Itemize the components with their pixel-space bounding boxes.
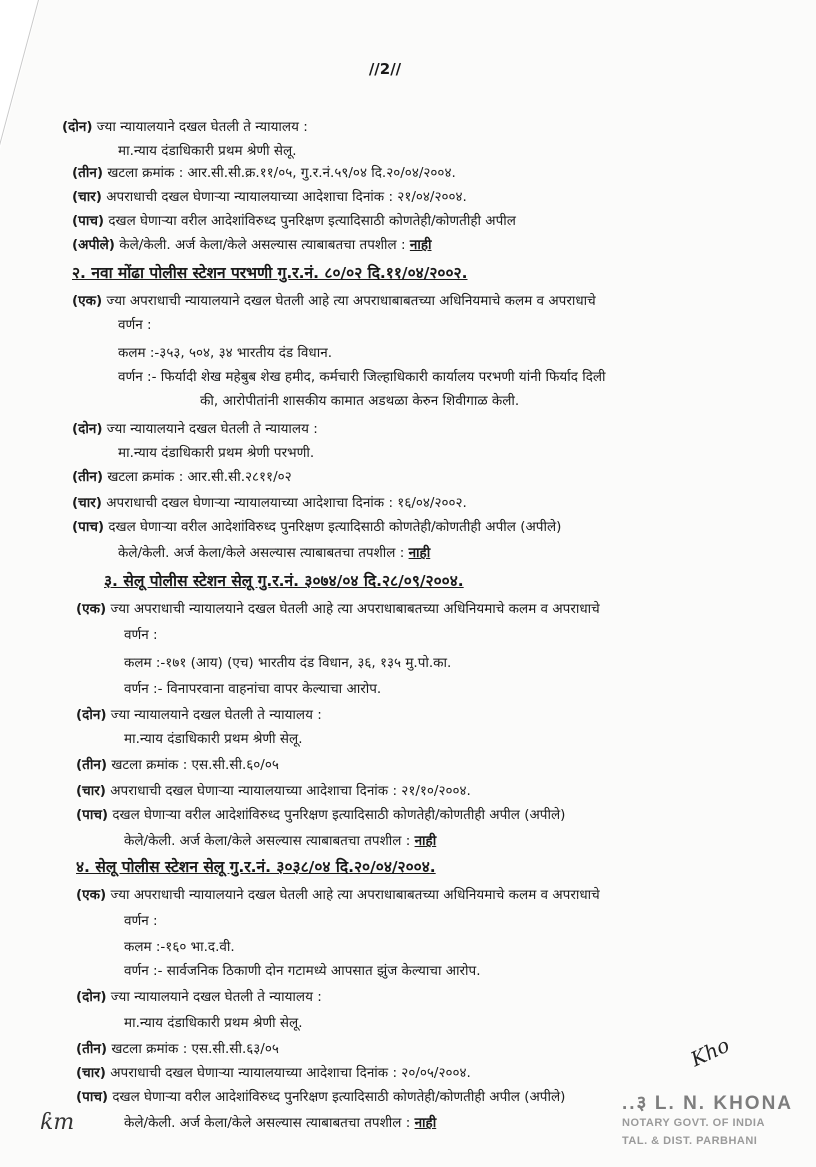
item-label: (दोन) [62,119,93,135]
section-heading: ४. सेलू पोलीस स्टेशन सेलू गु.र.नं. ३०३८/०४ दि.२०/०४/२००४. [76,858,436,876]
item-label: (एक) [76,887,107,903]
item-text: ज्या अपराधाची न्यायालयाने दखल घेतली आहे त्या अपराधाबाबतच्या अधिनियमाचे कलम व अपराधाचे [102,293,596,309]
item-text: ज्या न्यायालयाने दखल घेतली ते न्यायालय : [92,119,308,135]
item-text: अपराधाची दखल घेणाऱ्या न्यायालयाच्या आदेशाचा दिनांक : २१/१०/२००४. [105,783,471,799]
doc-line-c1-teen [72,164,456,182]
item-label: (पाच) [72,519,105,535]
page-number: //2// [368,60,402,78]
item-label: (दोन) [76,989,107,1005]
doc-line-c3-kalam [124,654,451,672]
item-label: (अपीले) [72,237,115,253]
item-text: मा.न्याय दंडाधिकारी प्रथम श्रेणी सेलू. [118,143,297,159]
doc-line-c3-teen [76,756,279,774]
doc-line-c2-don [72,420,318,438]
doc-line-c4-teen [76,1040,279,1058]
doc-line-c1-pach [72,212,516,230]
doc-line-h3 [104,572,464,591]
item-label: (पाच) [72,213,105,229]
item-text: कलम :-१७१ (आय) (एच) भारतीय दंड विधान, ३६, १३५ मु.पो.का. [124,655,452,671]
doc-line-h4 [76,858,436,877]
doc-line-c3-kele [124,832,436,850]
doc-line-c2-kele [118,544,430,562]
item-text: अपराधाची दखल घेणाऱ्या न्यायालयाच्या आदेशाचा दिनांक : २०/०५/२००४. [105,1065,471,1081]
item-text: ज्या न्यायालयाने दखल घेतली ते न्यायालय : [106,989,322,1005]
item-text: दखल घेणाऱ्या वरील आदेशांविरुध्द पुनरिक्षण इत्यादिसाठी कोणतेही/कोणतीही अपील [104,213,516,229]
item-label: (चार) [76,783,106,799]
doc-line-c2-kalam [118,344,332,362]
item-text: दखल घेणाऱ्या वरील आदेशांविरुध्द पुनरिक्षण इत्यादिसाठी कोणतेही/कोणतीही अपील (अपीले) [108,1089,566,1105]
item-label: (तीन) [72,469,104,485]
doc-line-c3-var [124,680,381,698]
item-text: दखल घेणाऱ्या वरील आदेशांविरुध्द पुनरिक्षण इत्यादिसाठी कोणतेही/कोणतीही अपील (अपीले) [108,807,566,823]
doc-line-c1-char [72,188,467,206]
item-text: ज्या न्यायालयाने दखल घेतली ते न्यायालय : [102,421,318,437]
item-label: (तीन) [76,1041,108,1057]
item-text: वर्णन : [124,627,158,643]
doc-line-h2 [72,264,468,283]
item-text: कलम :-३५३, ५०४, ३४ भारतीय दंड विधान. [118,345,333,361]
item-text: केले/केली. अर्ज केला/केले असल्यास त्याबाबतचा तपशील : [124,833,415,849]
section-heading: २. नवा मोंढा पोलीस स्टेशन परभणी गु.र.नं. ८०/०२ दि.११/०४/२००२. [72,264,468,282]
doc-line-c1-don [62,118,308,136]
item-label: (चार) [76,1065,106,1081]
item-label: (चार) [72,495,102,511]
doc-line-c2-ek [72,292,596,310]
item-text: ज्या अपराधाची न्यायालयाने दखल घेतली आहे त्या अपराधाबाबतच्या अधिनियमाचे कलम व अपराधाचे [106,601,600,617]
section-heading: ३. सेलू पोलीस स्टेशन सेलू गु.र.नं. ३०७४/०४ दि.२८/०९/२००४. [104,572,464,590]
item-text: वर्णन : [124,913,158,929]
item-label: (दोन) [76,707,107,723]
item-label: (चार) [72,189,102,205]
item-label: (पाच) [76,1089,109,1105]
doc-line-c3-varnan [124,626,158,644]
item-text: खटला क्रमांक : एस.सी.सी.६३/०५ [107,1041,279,1057]
doc-line-c2-pach [72,518,561,536]
item-text: वर्णन :- फिर्यादी शेख महेबुब शेख हमीद, कर्मचारी जिल्हाधिकारी कार्यालय परभणी यांनी फिर्याद दिली [118,369,606,385]
item-text: ज्या न्यायालयाने दखल घेतली ते न्यायालय : [106,707,322,723]
doc-line-c3-court [124,730,303,748]
item-text: ज्या अपराधाची न्यायालयाने दखल घेतली आहे त्या अपराधाबाबतच्या अधिनियमाचे कलम व अपराधाचे [106,887,600,903]
doc-line-c2-var2 [200,392,519,410]
answer-nahi: नाही [408,545,431,561]
doc-line-c4-var [124,962,481,980]
item-text: केले/केली. अर्ज केला/केले असल्यास त्याबाबतचा तपशील : [118,545,409,561]
doc-line-c2-teen [72,468,292,486]
stamp-place: TAL. & DIST. PARBHANI [622,1135,758,1147]
doc-line-c3-char [76,782,471,800]
item-text: मा.न्याय दंडाधिकारी प्रथम श्रेणी सेलू. [124,731,303,747]
answer-nahi: नाही [414,833,437,849]
notary-signature: Kho [686,1032,734,1072]
item-text: केले/केली. अर्ज केला/केले असल्यास त्याबाबतचा तपशील : [124,1115,415,1131]
item-label: (तीन) [72,165,104,181]
item-text: अपराधाची दखल घेणाऱ्या न्यायालयाच्या आदेशाचा दिनांक : १६/०४/२००२. [101,495,467,511]
item-text: केले/केली. अर्ज केला/केले असल्यास त्याबाबतचा तपशील : [114,237,410,253]
item-label: (पाच) [76,807,109,823]
doc-line-c2-var1 [118,368,606,386]
item-text: की, आरोपीतांनी शासकीय कामात अडथळा केरुन शिवीगाळ केली. [200,393,520,409]
doc-line-c1-apil [72,236,432,254]
item-text: खटला क्रमांक : एस.सी.सी.६०/०५ [107,757,279,773]
item-text: वर्णन :- सार्वजनिक ठिकाणी दोन गटामध्ये आपसात झुंज केल्याचा आरोप. [124,963,481,979]
stamp-page-ref: ..३ [622,1093,649,1114]
doc-line-c4-varnan [124,912,158,930]
item-text: वर्णन :- विनापरवाना वाहनांचा वापर केल्याचा आरोप. [124,681,382,697]
doc-line-c2-char [72,494,467,512]
item-text: खटला क्रमांक : आर.सी.सी.क्र.११/०५, गु.र.नं.५९/०४ दि.२०/०४/२००४. [103,165,456,181]
item-text: दखल घेणाऱ्या वरील आदेशांविरुध्द पुनरिक्षण इत्यादिसाठी कोणतेही/कोणतीही अपील (अपीले) [104,519,562,535]
doc-line-c4-char [76,1064,471,1082]
doc-line-c3-ek [76,600,600,618]
item-label: (एक) [72,293,103,309]
item-text: वर्णन : [118,317,152,333]
item-text: खटला क्रमांक : आर.सी.सी.२८११/०२ [103,469,292,485]
doc-line-c4-pach [76,1088,565,1106]
doc-line-c2-varnan [118,316,152,334]
item-label: (एक) [76,601,107,617]
item-label: (दोन) [72,421,103,437]
doc-line-c4-court [124,1014,303,1032]
initials-signature: ƙm [40,1110,75,1135]
doc-line-c4-kele [124,1114,436,1132]
item-text: मा.न्याय दंडाधिकारी प्रथम श्रेणी परभणी. [118,445,315,461]
answer-nahi: नाही [409,237,432,253]
doc-line-c3-don [76,706,322,724]
doc-line-c4-don [76,988,322,1006]
doc-line-c4-ek [76,886,600,904]
doc-line-c1-court [118,142,297,160]
notary-stamp [622,1095,793,1150]
stamp-title: NOTARY GOVT. OF INDIA [622,1117,765,1129]
item-text: अपराधाची दखल घेणाऱ्या न्यायालयाच्या आदेशाचा दिनांक : २१/०४/२००४. [101,189,467,205]
item-label: (तीन) [76,757,108,773]
answer-nahi: नाही [414,1115,437,1131]
doc-line-c3-pach [76,806,565,824]
item-text: कलम :-१६० भा.द.वी. [124,939,235,955]
stamp-name: L. N. KHONA [654,1093,794,1114]
doc-line-c4-kalam [124,938,235,956]
doc-line-c2-court [118,444,314,462]
item-text: मा.न्याय दंडाधिकारी प्रथम श्रेणी सेलू. [124,1015,303,1031]
